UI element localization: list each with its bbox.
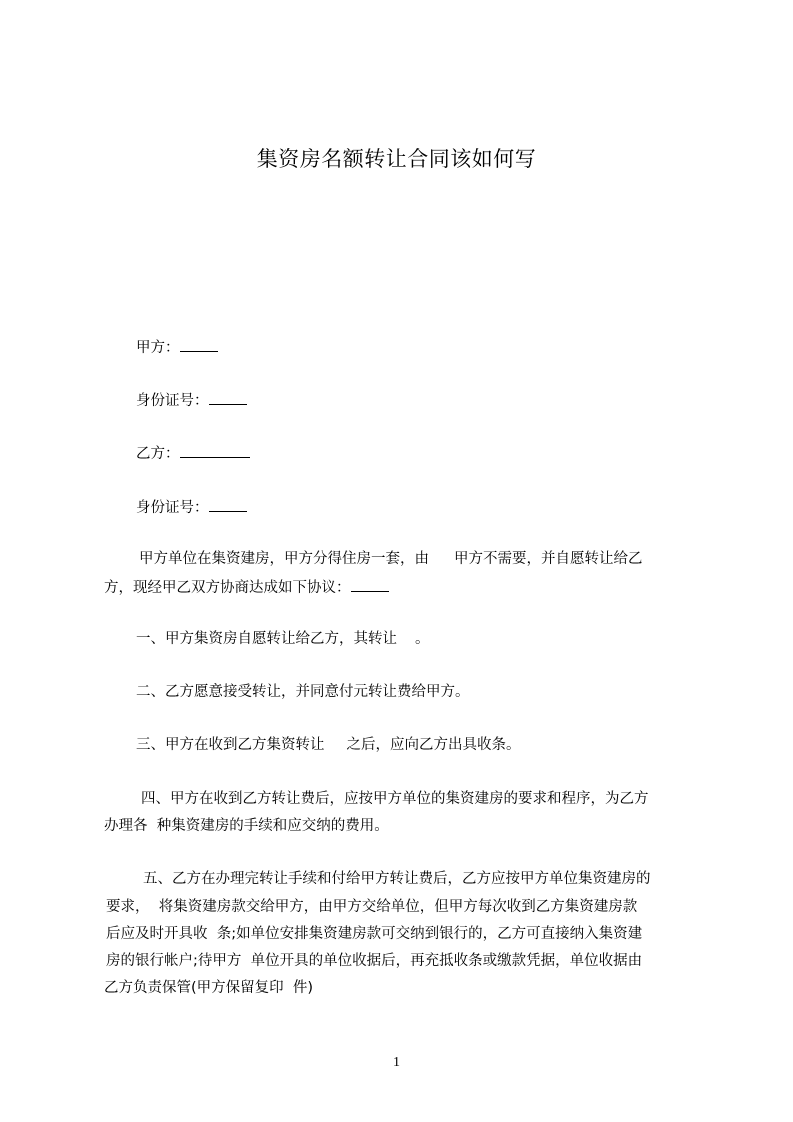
clause-5-text-4: 房的银行帐户;待甲方 单位开具的单位收据后，再充抵收条或缴款凭据，单位收据由 — [106, 953, 643, 969]
clause-5-line-2 — [106, 897, 637, 917]
clause-4-text-2: 办理各 种集资建房的手续和应交纳的费用。 — [104, 818, 389, 834]
intro-line-2 — [104, 577, 389, 598]
party-b-id-line — [136, 497, 247, 518]
party-b-id-label: 身份证号： — [136, 500, 209, 516]
clause-5-text-5: 乙方负责保管(甲方保留复印 件) — [104, 980, 314, 996]
clause-4-line-1 — [141, 789, 649, 809]
intro-text-b: 甲方不需要，并自愿转让给乙 — [454, 551, 643, 567]
clause-1 — [136, 629, 430, 649]
clause-5-text-3: 后应及时开具收 条;如单位安排集资建房款可交纳到银行的，乙方可直接纳入集资建 — [106, 926, 643, 942]
clause-5-line-4 — [106, 951, 642, 971]
clause-5-line-3 — [106, 924, 642, 944]
party-a-id-line — [136, 390, 247, 411]
clause-2-text: 二、乙方愿意接受转让，并同意付元转让费给甲方。 — [136, 684, 470, 700]
clause-5-text-2: 要求， 将集资建房款交给甲方，由甲方交给单位，但甲方每次收到乙方集资建房款 — [106, 899, 638, 915]
clause-5-line-1 — [143, 869, 651, 889]
clause-4-text-1: 四、甲方在收到乙方转让费后，应按甲方单位的集资建房的要求和程序，为乙方 — [141, 791, 649, 807]
party-b-label: 乙方： — [136, 446, 180, 462]
clause-5-line-5 — [104, 978, 313, 998]
clause-4-line-2 — [104, 816, 389, 836]
clause-3 — [136, 735, 521, 755]
intro-line-1 — [139, 549, 643, 569]
party-b-blank — [180, 443, 250, 458]
clause-2 — [136, 682, 470, 702]
clause-3-text-b: 之后，应向乙方出具收条。 — [346, 737, 521, 753]
page-number: 1 — [393, 1055, 400, 1070]
party-a-blank — [180, 337, 218, 352]
clause-1-text-a: 一、甲方集资房自愿转让给乙方，其转让 — [136, 631, 397, 647]
clause-5-text-1: 五、乙方在办理完转让手续和付给甲方转让费后，乙方应按甲方单位集资建房的 — [143, 871, 651, 887]
intro-text-c: 方，现经甲乙双方协商达成如下协议： — [104, 580, 351, 596]
party-b-line — [136, 443, 250, 464]
intro-blank — [351, 577, 389, 592]
clause-1-text-b: 。 — [415, 631, 430, 647]
party-b-id-blank — [209, 497, 247, 512]
intro-text-a: 甲方单位在集资建房，甲方分得住房一套，由 — [139, 551, 429, 567]
party-a-id-label: 身份证号： — [136, 393, 209, 409]
document-title: 集资房名额转让合同该如何写 — [256, 147, 537, 171]
party-a-label: 甲方： — [136, 340, 180, 356]
party-a-id-blank — [209, 390, 247, 405]
party-a-line — [136, 337, 218, 358]
clause-3-text-a: 三、甲方在收到乙方集资转让 — [136, 737, 325, 753]
